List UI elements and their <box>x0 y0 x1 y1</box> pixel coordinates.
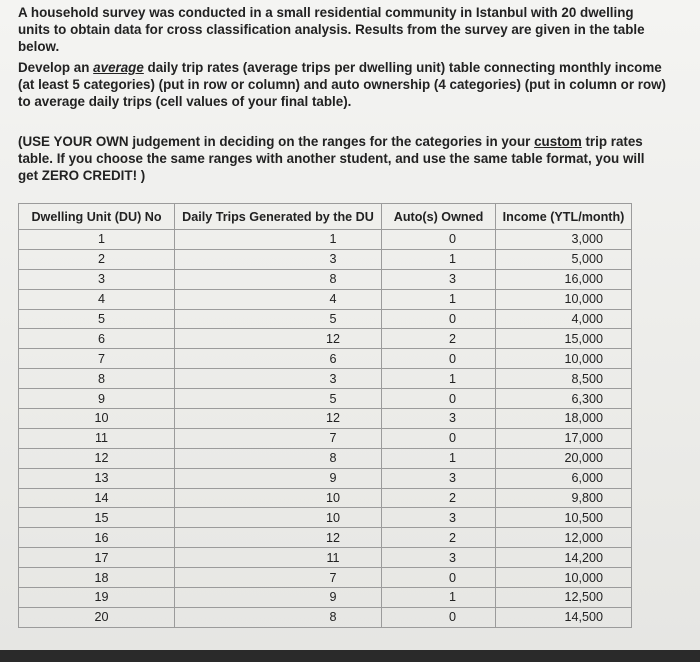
table-row <box>19 230 632 250</box>
cell-daily-trips: 8 <box>175 448 382 468</box>
cell-autos-owned: 1 <box>382 249 496 269</box>
cell-du-number: 10 <box>19 409 175 429</box>
cell-autos-owned: 0 <box>382 568 496 588</box>
table-row <box>19 389 632 409</box>
cell-autos-owned: 3 <box>382 548 496 568</box>
table-row <box>19 289 632 309</box>
cell-daily-trips: 10 <box>175 488 382 508</box>
table-row <box>19 528 632 548</box>
cell-daily-trips: 5 <box>175 389 382 409</box>
cell-daily-trips: 5 <box>175 309 382 329</box>
cell-daily-trips: 9 <box>175 468 382 488</box>
cell-autos-owned: 1 <box>382 448 496 468</box>
cell-daily-trips: 8 <box>175 607 382 627</box>
task-instructions-before: Develop an <box>18 60 94 75</box>
cell-autos-owned: 3 <box>382 409 496 429</box>
cell-du-number: 6 <box>19 329 175 349</box>
cell-autos-owned: 0 <box>382 309 496 329</box>
cell-du-number: 15 <box>19 508 175 528</box>
cell-autos-owned: 2 <box>382 329 496 349</box>
cell-du-number: 13 <box>19 468 175 488</box>
cell-du-number: 7 <box>19 349 175 369</box>
cell-du-number: 19 <box>19 588 175 608</box>
cell-income: 20,000 <box>496 448 632 468</box>
cell-du-number: 8 <box>19 369 175 389</box>
table-row <box>19 568 632 588</box>
table-header-row <box>19 204 632 230</box>
cell-du-number: 2 <box>19 249 175 269</box>
table-row <box>19 249 632 269</box>
cell-daily-trips: 6 <box>175 349 382 369</box>
cell-du-number: 12 <box>19 448 175 468</box>
header-daily-trips: Daily Trips Generated by the DU <box>175 204 382 230</box>
cell-income: 8,500 <box>496 369 632 389</box>
cell-income: 10,500 <box>496 508 632 528</box>
cell-autos-owned: 3 <box>382 508 496 528</box>
cell-income: 3,000 <box>496 230 632 250</box>
cell-income: 14,200 <box>496 548 632 568</box>
table-row <box>19 309 632 329</box>
cell-income: 4,000 <box>496 309 632 329</box>
cell-income: 14,500 <box>496 607 632 627</box>
cell-autos-owned: 0 <box>382 389 496 409</box>
cell-daily-trips: 8 <box>175 269 382 289</box>
cell-daily-trips: 9 <box>175 588 382 608</box>
table-row <box>19 269 632 289</box>
header-income: Income (YTL/month) <box>496 204 632 230</box>
survey-data-table <box>18 203 632 628</box>
cell-autos-owned: 3 <box>382 269 496 289</box>
cell-income: 17,000 <box>496 428 632 448</box>
cell-du-number: 18 <box>19 568 175 588</box>
bottom-edge <box>0 650 700 662</box>
survey-description-text: A household survey was conducted in a small residential community in Istanbul with 20 dwelling units to obtain data for cross classification analysis. Results from the survey are given in the table below. <box>18 5 645 54</box>
table-row <box>19 508 632 528</box>
cell-income: 18,000 <box>496 409 632 429</box>
cell-income: 10,000 <box>496 349 632 369</box>
cell-du-number: 11 <box>19 428 175 448</box>
cell-autos-owned: 0 <box>382 349 496 369</box>
grading-warning <box>18 133 668 184</box>
cell-income: 9,800 <box>496 488 632 508</box>
task-instructions <box>18 59 668 110</box>
cell-daily-trips: 12 <box>175 409 382 429</box>
cell-autos-owned: 0 <box>382 230 496 250</box>
header-autos-owned: Auto(s) Owned <box>382 204 496 230</box>
table-row <box>19 548 632 568</box>
cell-daily-trips: 12 <box>175 329 382 349</box>
cell-income: 5,000 <box>496 249 632 269</box>
cell-income: 6,300 <box>496 389 632 409</box>
cell-autos-owned: 2 <box>382 488 496 508</box>
task-instructions-emphasis: average <box>93 60 144 75</box>
task-instructions-after: daily trip rates (average trips per dwelling unit) table connecting monthly income (at least 5 categories) (put in row or column) and auto ownership (4 categories) (put in column or row) to average daily trips (cell values of your final table). <box>18 60 667 109</box>
cell-daily-trips: 1 <box>175 230 382 250</box>
table-row <box>19 428 632 448</box>
cell-income: 10,000 <box>496 289 632 309</box>
grading-warning-before: (USE YOUR OWN judgement in deciding on the ranges for the categories in your <box>18 134 535 149</box>
cell-autos-owned: 1 <box>382 289 496 309</box>
table-row <box>19 468 632 488</box>
table-row <box>19 588 632 608</box>
table-row <box>19 409 632 429</box>
cell-daily-trips: 12 <box>175 528 382 548</box>
cell-income: 15,000 <box>496 329 632 349</box>
table-row <box>19 349 632 369</box>
cell-income: 12,000 <box>496 528 632 548</box>
cell-daily-trips: 4 <box>175 289 382 309</box>
table-row <box>19 607 632 627</box>
cell-du-number: 9 <box>19 389 175 409</box>
table-body <box>19 230 632 628</box>
cell-du-number: 5 <box>19 309 175 329</box>
cell-du-number: 17 <box>19 548 175 568</box>
cell-autos-owned: 2 <box>382 528 496 548</box>
cell-autos-owned: 3 <box>382 468 496 488</box>
table-row <box>19 329 632 349</box>
cell-daily-trips: 3 <box>175 249 382 269</box>
cell-daily-trips: 7 <box>175 428 382 448</box>
cell-daily-trips: 3 <box>175 369 382 389</box>
grading-warning-after: trip rates table. If you choose the same ranges with another student, and use the same table format, you will get ZERO CREDIT! ) <box>18 134 645 183</box>
table-row <box>19 369 632 389</box>
cell-du-number: 14 <box>19 488 175 508</box>
grading-warning-emphasis: custom <box>534 134 582 149</box>
cell-income: 10,000 <box>496 568 632 588</box>
cell-du-number: 1 <box>19 230 175 250</box>
cell-autos-owned: 0 <box>382 607 496 627</box>
cell-income: 16,000 <box>496 269 632 289</box>
cell-daily-trips: 10 <box>175 508 382 528</box>
cell-autos-owned: 1 <box>382 369 496 389</box>
table-row <box>19 488 632 508</box>
cell-income: 12,500 <box>496 588 632 608</box>
cell-daily-trips: 7 <box>175 568 382 588</box>
cell-autos-owned: 0 <box>382 428 496 448</box>
header-dwelling-unit: Dwelling Unit (DU) No <box>19 204 175 230</box>
cell-du-number: 16 <box>19 528 175 548</box>
cell-autos-owned: 1 <box>382 588 496 608</box>
cell-income: 6,000 <box>496 468 632 488</box>
survey-description <box>18 4 668 55</box>
cell-daily-trips: 11 <box>175 548 382 568</box>
table-row <box>19 448 632 468</box>
cell-du-number: 4 <box>19 289 175 309</box>
cell-du-number: 3 <box>19 269 175 289</box>
cell-du-number: 20 <box>19 607 175 627</box>
